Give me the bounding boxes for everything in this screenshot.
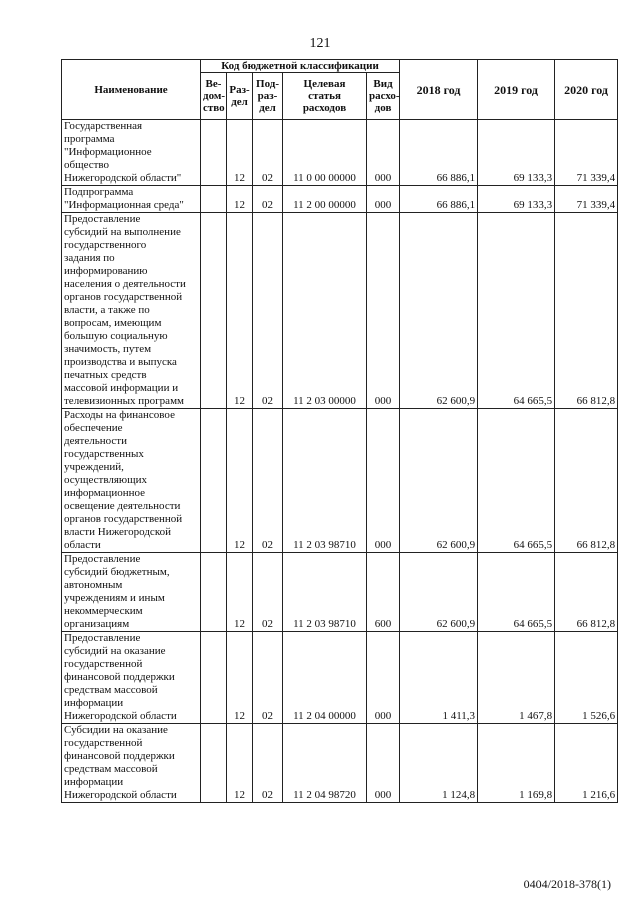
row-razdel: 12 — [227, 724, 253, 803]
row-vid: 000 — [367, 213, 400, 409]
row-amount-2018: 66 886,1 — [400, 186, 478, 213]
row-amount-2019: 1 467,8 — [478, 632, 555, 724]
column-header-vid: Вид расхо- дов — [367, 73, 400, 120]
row-razdel: 12 — [227, 553, 253, 632]
table-row — [62, 632, 618, 724]
row-amount-2019: 64 665,5 — [478, 213, 555, 409]
row-podrazdel: 02 — [253, 632, 283, 724]
column-header-podrazdel: Под- раз- дел — [253, 73, 283, 120]
row-podrazdel: 02 — [253, 213, 283, 409]
row-celevaya: 11 2 03 98710 — [283, 409, 367, 553]
row-vedomstvo — [201, 213, 227, 409]
row-celevaya: 11 2 04 98720 — [283, 724, 367, 803]
table-row — [62, 213, 618, 409]
row-amount-2018: 62 600,9 — [400, 213, 478, 409]
row-amount-2020: 1 526,6 — [555, 632, 618, 724]
table-row — [62, 120, 618, 186]
row-razdel: 12 — [227, 120, 253, 186]
row-celevaya: 11 2 00 00000 — [283, 186, 367, 213]
row-amount-2020: 71 339,4 — [555, 120, 618, 186]
row-name: Государственная программа "Информационное общество Нижегородской области" — [62, 120, 201, 186]
table-header — [62, 60, 618, 120]
row-podrazdel: 02 — [253, 120, 283, 186]
row-name: Предоставление субсидий на выполнение государственного задания по информированию населения о деятельности органов государственной власти, а также по вопросам, имеющим большую социальную значимость, путем производства и выпуска печатных средств массовой информации и телевизионных программ — [62, 213, 201, 409]
row-name: Предоставление субсидий бюджетным, автономным учреждениям и иным некоммерческим организациям — [62, 553, 201, 632]
row-amount-2018: 62 600,9 — [400, 553, 478, 632]
column-header-celevaya: Целевая статья расходов — [283, 73, 367, 120]
row-razdel: 12 — [227, 409, 253, 553]
row-razdel: 12 — [227, 186, 253, 213]
row-amount-2018: 1 411,3 — [400, 632, 478, 724]
row-vid: 000 — [367, 409, 400, 553]
table-row — [62, 724, 618, 803]
column-header-vedomstvo: Ве- дом- ство — [201, 73, 227, 120]
row-vid: 000 — [367, 186, 400, 213]
row-vedomstvo — [201, 632, 227, 724]
row-vedomstvo — [201, 186, 227, 213]
row-amount-2018: 1 124,8 — [400, 724, 478, 803]
column-header-2019: 2019 год — [478, 60, 555, 120]
table-body — [62, 120, 618, 803]
row-amount-2020: 71 339,4 — [555, 186, 618, 213]
row-amount-2020: 1 216,6 — [555, 724, 618, 803]
row-razdel: 12 — [227, 632, 253, 724]
row-name: Предоставление субсидий на оказание государственной финансовой поддержки средствам массовой информации Нижегородской области — [62, 632, 201, 724]
row-razdel: 12 — [227, 213, 253, 409]
row-name: Подпрограмма "Информационная среда" — [62, 186, 201, 213]
row-name: Расходы на финансовое обеспечение деятельности государственных учреждений, осуществляющих информационное освещение деятельности органов государственной власти Нижегородской области — [62, 409, 201, 553]
row-podrazdel: 02 — [253, 186, 283, 213]
row-amount-2020: 66 812,8 — [555, 553, 618, 632]
row-celevaya: 11 2 04 00000 — [283, 632, 367, 724]
row-amount-2020: 66 812,8 — [555, 213, 618, 409]
row-name: Субсидии на оказание государственной финансовой поддержки средствам массовой информации Нижегородской области — [62, 724, 201, 803]
column-header-2020: 2020 год — [555, 60, 618, 120]
row-vid: 600 — [367, 553, 400, 632]
document-code: 0404/2018-378(1) — [523, 877, 611, 891]
row-vid: 000 — [367, 120, 400, 186]
row-podrazdel: 02 — [253, 724, 283, 803]
column-header-name: Наименование — [62, 60, 201, 120]
table-row — [62, 409, 618, 553]
row-amount-2019: 64 665,5 — [478, 553, 555, 632]
table-row — [62, 186, 618, 213]
column-header-razdel: Раз- дел — [227, 73, 253, 120]
page-number: 121 — [309, 36, 331, 51]
budget-table — [61, 59, 618, 803]
column-header-2018: 2018 год — [400, 60, 478, 120]
row-vid: 000 — [367, 632, 400, 724]
row-celevaya: 11 2 03 98710 — [283, 553, 367, 632]
row-celevaya: 11 2 03 00000 — [283, 213, 367, 409]
row-podrazdel: 02 — [253, 409, 283, 553]
row-amount-2018: 62 600,9 — [400, 409, 478, 553]
row-amount-2019: 69 133,3 — [478, 120, 555, 186]
row-celevaya: 11 0 00 00000 — [283, 120, 367, 186]
table-row — [62, 553, 618, 632]
row-amount-2019: 1 169,8 — [478, 724, 555, 803]
column-group-header-classification: Код бюджетной классификации — [201, 60, 400, 73]
row-vedomstvo — [201, 724, 227, 803]
row-vedomstvo — [201, 409, 227, 553]
row-amount-2018: 66 886,1 — [400, 120, 478, 186]
row-amount-2019: 64 665,5 — [478, 409, 555, 553]
row-vedomstvo — [201, 120, 227, 186]
row-amount-2019: 69 133,3 — [478, 186, 555, 213]
row-vedomstvo — [201, 553, 227, 632]
row-podrazdel: 02 — [253, 553, 283, 632]
row-vid: 000 — [367, 724, 400, 803]
row-amount-2020: 66 812,8 — [555, 409, 618, 553]
